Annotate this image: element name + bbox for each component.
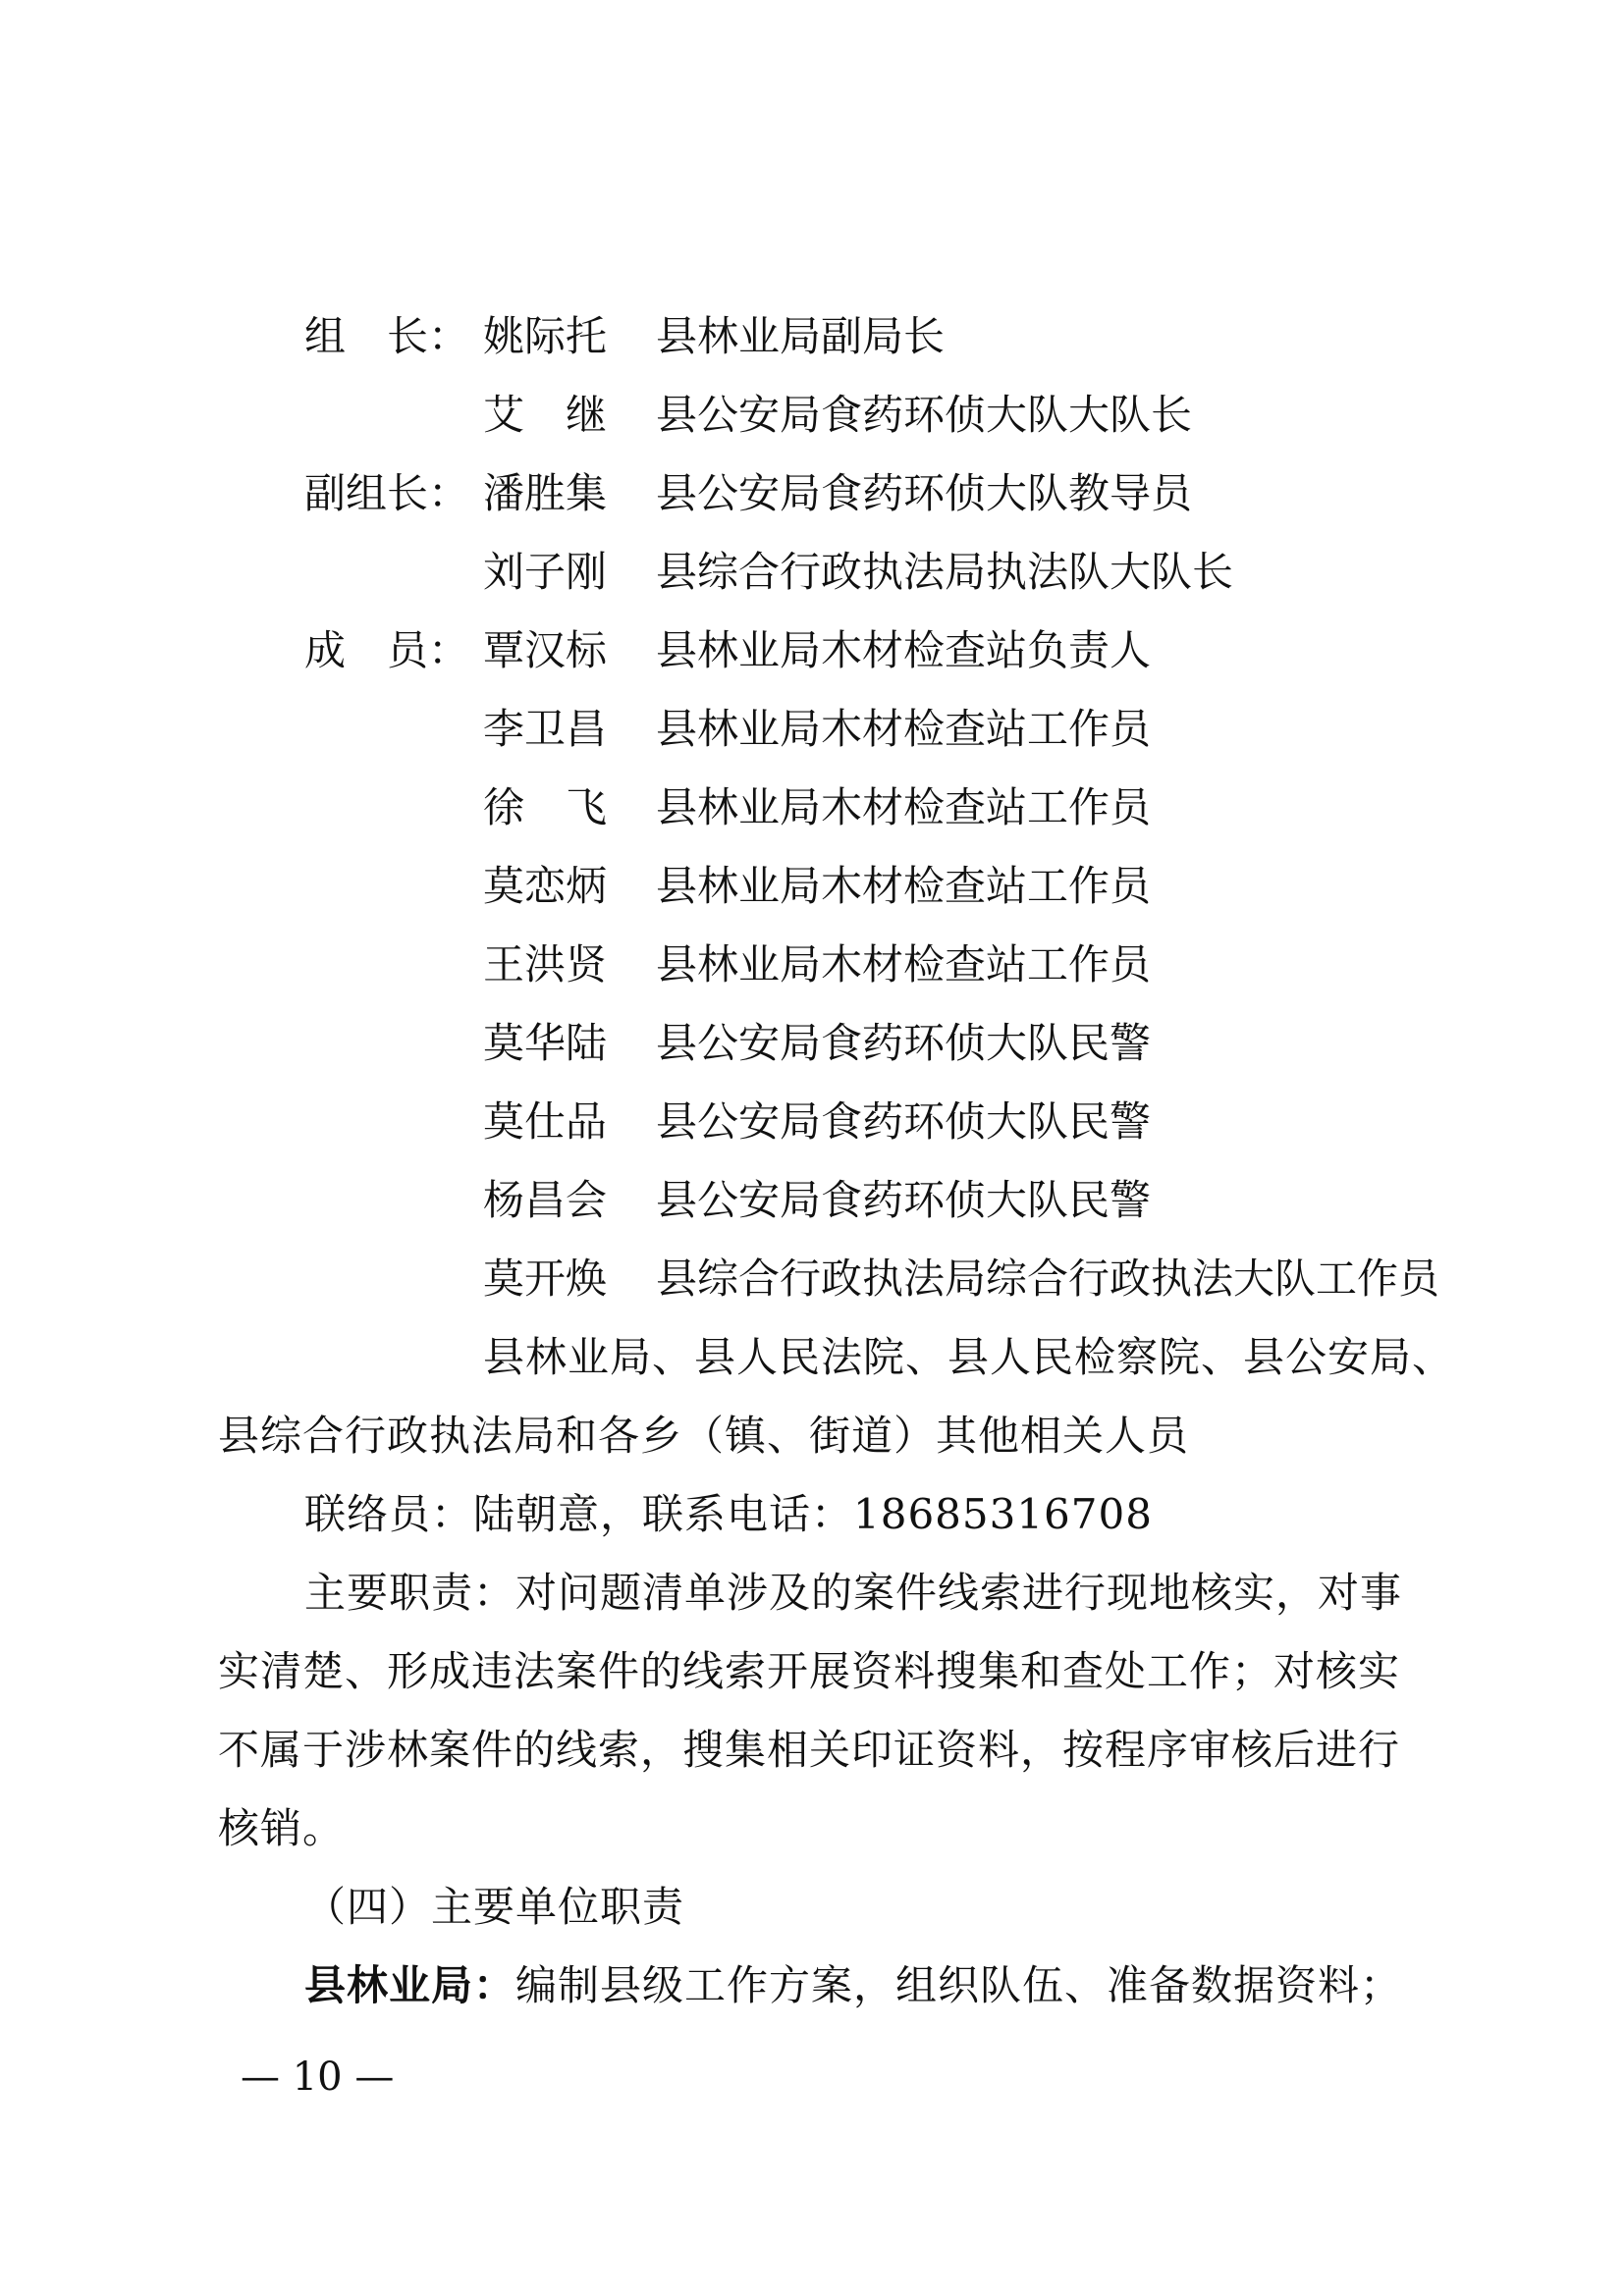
person-name: 徐 飞 — [483, 783, 608, 831]
duties-line: 主要职责：对问题清单涉及的案件线索进行现地核实，对事 — [304, 1569, 1403, 1617]
person-title: 县公安局食药环侦大队教导员 — [656, 469, 1193, 517]
person-name: 莫开焕 — [483, 1255, 608, 1303]
person-name: 覃汉标 — [483, 626, 608, 674]
person-title: 县公安局食药环侦大队民警 — [656, 1019, 1152, 1067]
other-members-line: 县林业局、县人民法院、县人民检察院、县公安局、 — [483, 1333, 1455, 1381]
person-title: 县公安局食药环侦大队民警 — [656, 1097, 1152, 1146]
person-name: 莫恋炳 — [483, 862, 608, 910]
person-name: 莫仕品 — [483, 1097, 608, 1146]
person-name: 李卫昌 — [483, 705, 608, 753]
duties-line: 不属于涉林案件的线索，搜集相关印证资料，按程序审核后进行 — [218, 1726, 1401, 1774]
person-name: 王洪贤 — [483, 940, 608, 988]
person-title: 县林业局木材检查站负责人 — [656, 626, 1152, 674]
person-title: 县林业局木材检查站工作员 — [656, 783, 1152, 831]
person-title: 县林业局木材检查站工作员 — [656, 705, 1152, 753]
duties-line: 核销。 — [218, 1804, 346, 1852]
person-title: 县综合行政执法局综合行政执法大队工作员 — [656, 1255, 1440, 1303]
role-label: 副组长： — [304, 469, 470, 517]
person-name: 刘子刚 — [483, 548, 608, 596]
person-title: 县公安局食药环侦大队民警 — [656, 1176, 1152, 1224]
liaison-line: 联络员：陆朝意，联系电话：18685316708 — [304, 1490, 1153, 1538]
person-title: 县公安局食药环侦大队大队长 — [656, 391, 1193, 439]
section-heading: （四）主要单位职责 — [304, 1883, 685, 1931]
person-title: 县林业局木材检查站工作员 — [656, 862, 1152, 910]
role-label: 组 长： — [304, 312, 470, 360]
person-name: 莫华陆 — [483, 1019, 608, 1067]
person-name: 艾 继 — [483, 391, 608, 439]
person-name: 杨昌会 — [483, 1176, 608, 1224]
person-title: 县林业局木材检查站工作员 — [656, 940, 1152, 988]
unit-duty-label: 县林业局： — [304, 1961, 516, 2009]
person-name: 潘胜集 — [483, 469, 608, 517]
page-number: — 10 — — [241, 2055, 395, 2100]
unit-duty-text: 编制县级工作方案，组织队伍、准备数据资料； — [515, 1961, 1403, 2009]
person-title: 县综合行政执法局执法队大队长 — [656, 548, 1234, 596]
role-label: 成 员： — [304, 626, 470, 674]
other-members-line: 县综合行政执法局和各乡（镇、街道）其他相关人员 — [218, 1412, 1190, 1460]
duties-line: 实清楚、形成违法案件的线索开展资料搜集和查处工作；对核实 — [218, 1647, 1401, 1695]
person-title: 县林业局副局长 — [656, 312, 946, 360]
person-name: 姚际托 — [483, 312, 608, 360]
unit-duty-line — [304, 1958, 1402, 2013]
